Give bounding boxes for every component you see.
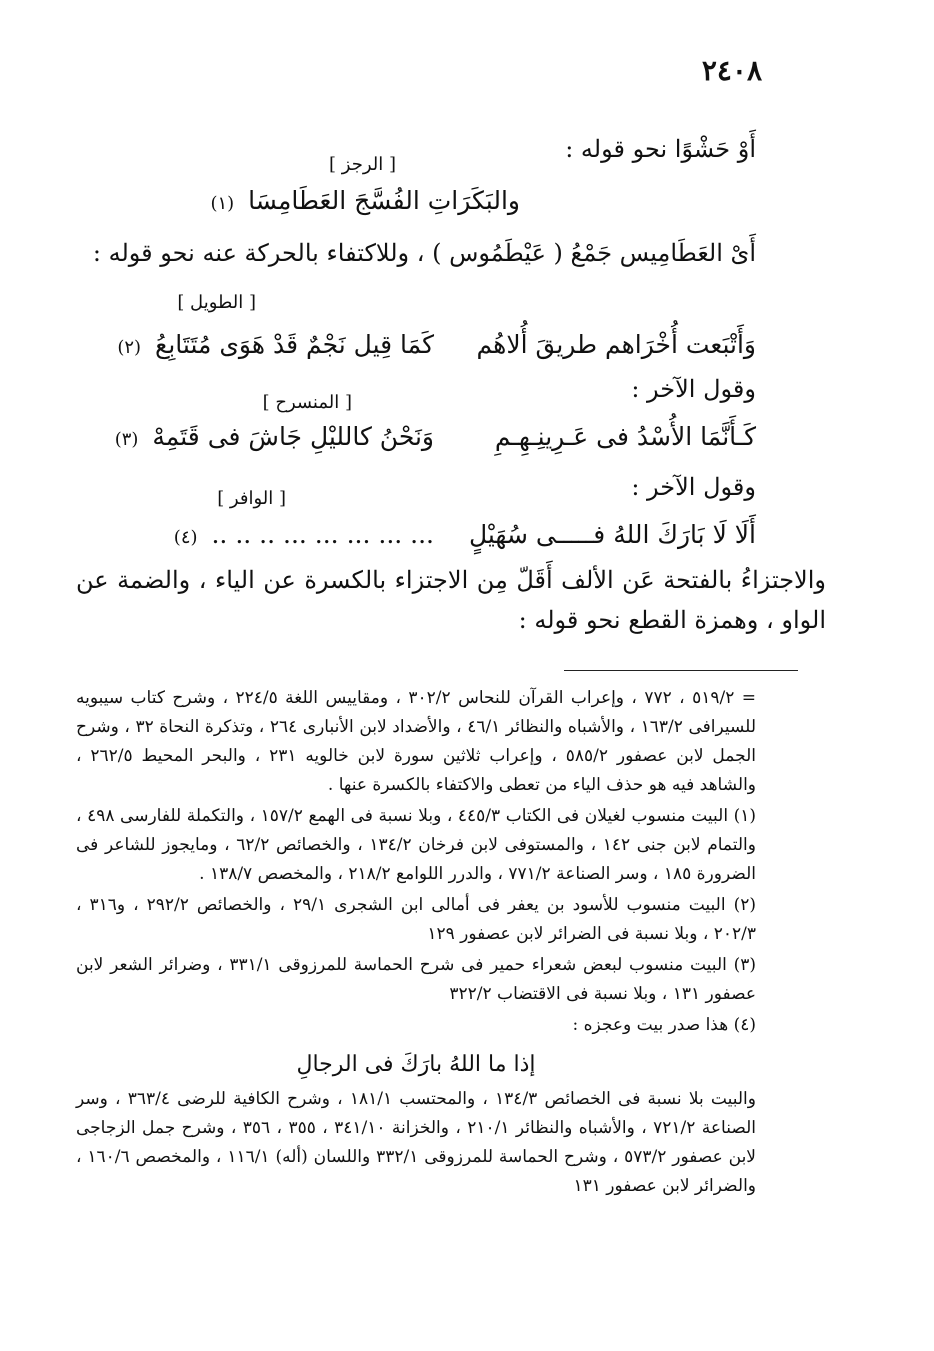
verse-3-second-text: وَنَحْنُ كالليْلِ جَاشَ فى قَتَمِهْ xyxy=(152,422,434,451)
footnote-2: (٢) البيت منسوب للأسود بن يعفر فى أمالى ابن الشجرى ٢٩/١ ، والخصائص ٢٩٢/٢ ، و٣١٦ ، ٢٠٢/٣ ، وبلا نسبة فى الضرائر لابن عصفور ١٢٩ xyxy=(76,895,756,944)
meter-label-tawil: [ الطويل ] xyxy=(177,292,256,313)
footnote-ref-1: (١) xyxy=(210,193,235,214)
meter-label-wafir: [ الوافر ] xyxy=(217,488,286,509)
meter-label-munsarih: [ المنسرح ] xyxy=(262,392,352,413)
meter-label-rajaz: [ الرجز ] xyxy=(329,154,396,175)
verse-4-first-hemistich: أَلَا لَا بَارَكَ اللهُ فـــــى سُهَيْلٍ xyxy=(468,520,756,549)
footnote-ref-4: (٤) xyxy=(173,527,198,548)
footnote-ref-2: (٢) xyxy=(117,337,142,358)
footnotes xyxy=(76,684,756,1203)
page-number: ٢٤٠٨ xyxy=(701,54,762,87)
verse-4-second-hemistich xyxy=(174,518,434,555)
footnote-ref-3: (٣) xyxy=(114,429,139,450)
footnote-4: (٤) هذا صدر بيت وعجزه : xyxy=(572,1015,756,1035)
footnote-3: (٣) البيت منسوب لبعض شعراء حمير فى شرح الحماسة للمرزوقى ٣٣١/١ ، وضرائر الشعر لابن عصفور ١٣١ ، وبلا نسبة فى الاقتضاب ٣٢٢/٢ xyxy=(76,955,756,1004)
closing-paragraph: والاجتزاءُ بالفتحة عَن الألف أَقَلّ مِن الاجتزاء بالكسرة عن الياء ، والضمة عن الواو ، وهمزة القطع نحو قوله : xyxy=(76,566,826,634)
verse-1 xyxy=(210,184,520,221)
verse-3-second-hemistich xyxy=(115,420,434,457)
footnote-separator xyxy=(564,670,798,671)
verse-2-second-hemistich xyxy=(117,328,434,365)
footnote-1: (١) البيت منسوب لغيلان فى الكتاب ٤٤٥/٣ ، وبلا نسبة فى الهمع ١٥٧/٢ ، والتكملة للفارسى ٤٩٨ ، والتمام لابن جنى ١٤٢ ، والمستوفى لابن فرخان ١٣٤/٢ ، والخصائص ٦٢/٢ ، ومايجوز للشاعر فى الضرورة ١٨٥ ، وسر الصناعة ٧٧١/٢ ، والدرر اللوامع ٢١٨/٢ ، والمخصص ١٣٨/٧ . xyxy=(76,806,757,884)
footnote-4-verse: إذا ما اللهُ بارَكَ فى الرجالِ xyxy=(296,1052,536,1077)
intro-line: أَوْ حَشْوًا نحو قوله : xyxy=(565,135,756,163)
footnote-continuation: = ٥١٩/٢ ، ٧٧٢ ، وإعراب القرآن للنحاس ٣٠٢/٢ ، ومقاييس اللغة ٢٢٤/٥ ، وشرح كتاب سيبويه للسيرافى ١٦٣/٢ ، والأشباه والنظائر ٤٦/١ ، والأضداد لابن الأنبارى ٢٦٤ ، وتذكرة النحاة ٣٢ ، وشرح الجمل لابن عصفور ٥٨٥/٢ ، وإعراب ثلاثين سورة لابن خالويه ٢٣١ ، والبحر المحيط ٢٦٢/٥ ، والشاهد فيه هو حذف الياء من تعطى والاكتفاء بالكسرة عنها . xyxy=(76,688,757,795)
other-poet-line-2: وقول الآخر : xyxy=(631,473,756,501)
verse-2-second-text: كَمَا قِيل نَجْمٌ قَدْ هَوَى مُتَتَابِعُ xyxy=(155,330,434,359)
verse-2-first-hemistich: وَأَتْبَعت أُخْرَاهم طريقَ أُلاهُم xyxy=(476,330,756,359)
footnote-4-references: والبيت بلا نسبة فى الخصائص ١٣٤/٣ ، والمحتسب ١٨١/١ ، وشرح الكافية للرضى ٣٦٣/٤ ، وسر الصناعة ٧٢١/٢ ، والأشباه والنظائر ٢١٠/١ ، والخزانة ٣٤١/١٠ ، ٣٥٥ ، ٣٥٦ ، وشرح جمل الزجاجى لابن عصفور ٥٧٣/٢ ، وشرح الحماسة للمرزوقى ٣٣٢/١ واللسان (أله) ١١٦/١ ، والمخصص ١٦٠/٦ ، والضرائر لابن عصفور ١٣١ xyxy=(76,1089,757,1196)
other-poet-line-1: وقول الآخر : xyxy=(631,375,756,403)
verse-1-text: والبَكَرَاتِ الفُسَّجَ العَطَامِسَا xyxy=(248,186,520,215)
verse-3-first-hemistich: كَـأَنَّمَا الأُسْدُ فى عَـرِينِـهِـمِ xyxy=(494,422,756,451)
verse-4-elision-dots: ... ... ... ... ... .. .. .. xyxy=(211,520,434,549)
explanation-line: أَىْ العَطَامِيس جَمْعُ ( عَيْطَمُوس ) ، وللاكتفاء بالحركة عنه نحو قوله : xyxy=(92,239,756,267)
